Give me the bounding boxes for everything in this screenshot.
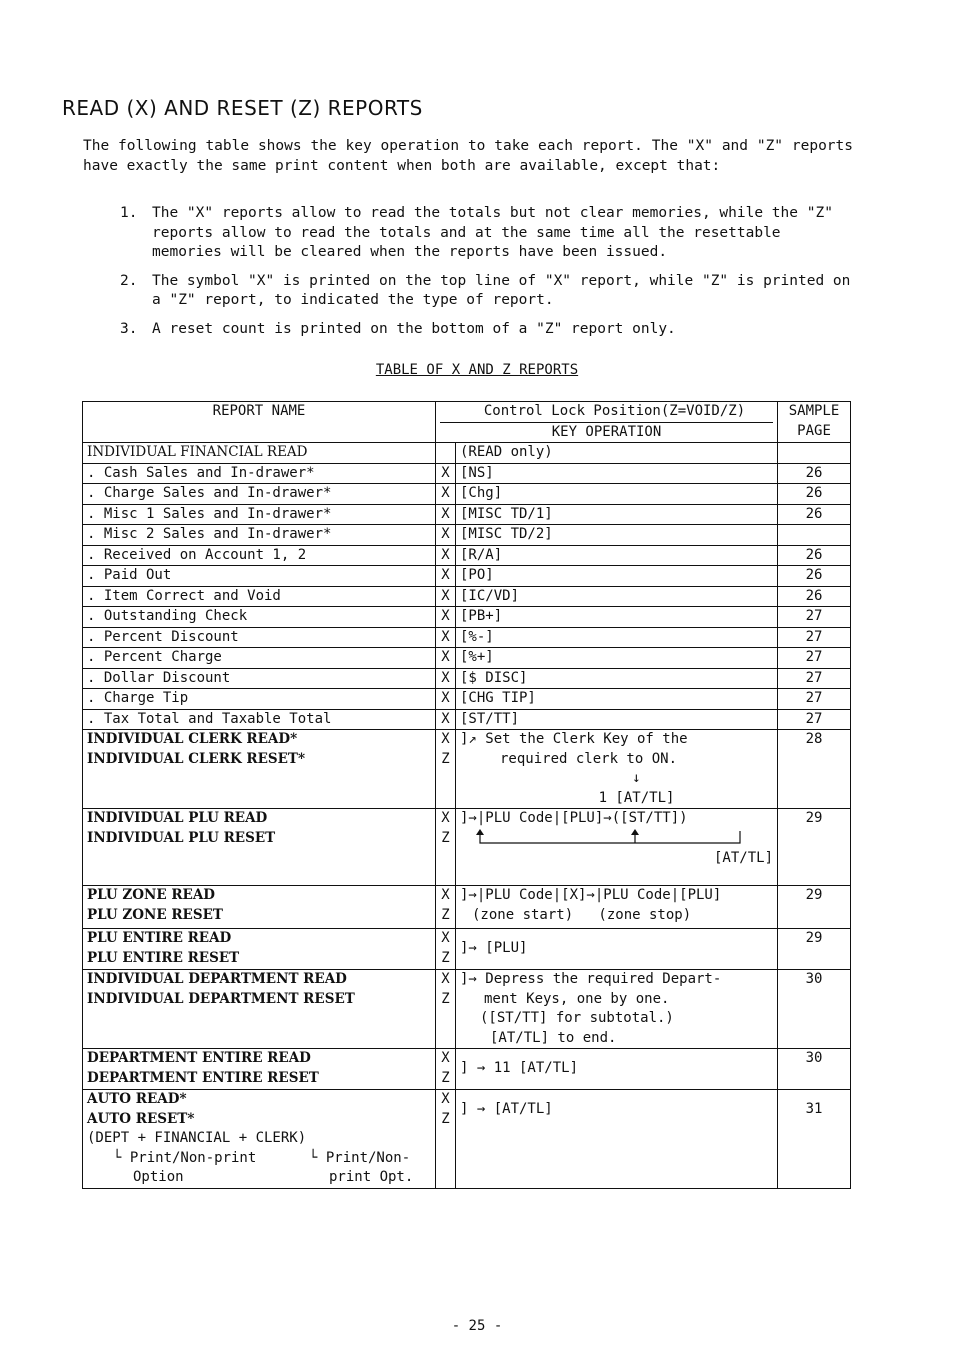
z-mark: Z bbox=[441, 990, 450, 1007]
row-x: X bbox=[436, 484, 456, 505]
key-line: ]↗ Set the Clerk Key of the bbox=[460, 731, 688, 747]
header-page: PAGE bbox=[797, 422, 831, 439]
row-page: 27 bbox=[778, 627, 851, 648]
row-x: X bbox=[436, 504, 456, 525]
key-line: ]→ Depress the required Depart- bbox=[460, 971, 722, 987]
row-x: X bbox=[436, 566, 456, 587]
key-line: ] → 11 [AT/TL] bbox=[460, 1060, 579, 1077]
page-value: 31 bbox=[805, 1101, 823, 1117]
x-mark: X bbox=[441, 1091, 450, 1107]
key-line: required clerk to ON. bbox=[500, 750, 678, 767]
x-mark: X bbox=[441, 1050, 450, 1066]
plu-entire-reset-label: PLU ENTIRE RESET bbox=[87, 949, 240, 966]
auto-reset-label: AUTO RESET* bbox=[87, 1110, 195, 1127]
option-1 bbox=[87, 1149, 309, 1188]
plu-zone-read-label: PLU ZONE READ bbox=[87, 887, 216, 903]
row-key: [PB+] bbox=[456, 607, 778, 628]
auto-read-label: AUTO READ* bbox=[87, 1091, 187, 1107]
dept-entire-read-label: DEPARTMENT ENTIRE READ bbox=[87, 1050, 311, 1066]
plu-entire-read-label: PLU ENTIRE READ bbox=[87, 930, 232, 946]
row-xz bbox=[436, 970, 456, 1049]
row-page: 27 bbox=[778, 607, 851, 628]
option-2 bbox=[309, 1149, 413, 1188]
key-line: ([ST/TT] for subtotal.) bbox=[480, 1010, 674, 1026]
key-line: (zone start) (zone stop) bbox=[472, 906, 692, 923]
row-page: 27 bbox=[778, 648, 851, 669]
list-number: 3. bbox=[120, 320, 138, 337]
table-title: TABLE OF X AND Z REPORTS bbox=[375, 362, 579, 378]
clerk-read-label: INDIVIDUAL CLERK READ* bbox=[87, 731, 298, 747]
row-name bbox=[83, 970, 436, 1049]
x-mark: X bbox=[441, 971, 450, 987]
table-row bbox=[83, 689, 851, 710]
row-page: 29 bbox=[778, 886, 851, 929]
z-mark: Z bbox=[441, 1069, 450, 1086]
intro-paragraph: The following table shows the key operation to take each report. The "X" and "Z" reports have exactly the same print content when both are available, except that: bbox=[83, 138, 853, 174]
row-key: [ST/TT] bbox=[456, 709, 778, 730]
table-row bbox=[83, 648, 851, 669]
dept-read-label: INDIVIDUAL DEPARTMENT READ bbox=[87, 971, 347, 987]
row-name: . Misc 1 Sales and In-drawer* bbox=[83, 504, 436, 525]
option-1-line-1: └ Print/Non-print bbox=[113, 1149, 257, 1166]
z-mark: Z bbox=[441, 750, 450, 767]
row-key: [MISC TD/2] bbox=[456, 525, 778, 546]
clerk-reset-label: INDIVIDUAL CLERK RESET* bbox=[87, 750, 306, 767]
key-line: [AT/TL] bbox=[714, 849, 774, 866]
row-page: 28 bbox=[778, 730, 851, 809]
header-sample-page bbox=[778, 402, 851, 443]
row-key: [$ DISC] bbox=[456, 668, 778, 689]
row-key: [%+] bbox=[456, 648, 778, 669]
auto-options bbox=[87, 1149, 431, 1188]
table-row bbox=[83, 627, 851, 648]
plu-read-label: INDIVIDUAL PLU READ bbox=[87, 810, 268, 826]
table-row-dept-entire bbox=[83, 1049, 851, 1090]
row-key bbox=[456, 1049, 778, 1090]
row-page bbox=[778, 525, 851, 546]
row-name: . Percent Charge bbox=[83, 648, 436, 669]
row-xz bbox=[436, 1049, 456, 1090]
row-page: 26 bbox=[778, 463, 851, 484]
row-page: 26 bbox=[778, 545, 851, 566]
row-xz bbox=[436, 886, 456, 929]
page-number: - 25 - bbox=[451, 1318, 503, 1334]
x-mark: X bbox=[441, 731, 450, 747]
row-page: 30 bbox=[778, 1049, 851, 1090]
row-x: X bbox=[436, 627, 456, 648]
list-text: The symbol "X" is printed on the top line of "X" report, while "Z" is printed on a "Z" report, to indicated the type of report. bbox=[152, 272, 851, 308]
row-name bbox=[83, 730, 436, 809]
header-key-op-label: KEY OPERATION bbox=[440, 422, 773, 443]
key-line: ] → [AT/TL] bbox=[460, 1101, 553, 1117]
table-row-clerk bbox=[83, 730, 851, 809]
table-row bbox=[83, 709, 851, 730]
row-x: X bbox=[436, 709, 456, 730]
row-name: . Tax Total and Taxable Total bbox=[83, 709, 436, 730]
row-page: 26 bbox=[778, 484, 851, 505]
row-name: . Paid Out bbox=[83, 566, 436, 587]
list-item bbox=[120, 272, 855, 311]
row-xz bbox=[436, 1090, 456, 1189]
reports-table bbox=[82, 401, 851, 1189]
table-row bbox=[83, 566, 851, 587]
row-key bbox=[456, 809, 778, 886]
row-name bbox=[83, 1049, 436, 1090]
row-x: X bbox=[436, 586, 456, 607]
row-x: X bbox=[436, 668, 456, 689]
table-row bbox=[83, 607, 851, 628]
z-mark: Z bbox=[441, 906, 450, 923]
auto-composition: (DEPT + FINANCIAL + CLERK) bbox=[87, 1130, 307, 1146]
row-key bbox=[456, 886, 778, 929]
row-name: . Received on Account 1, 2 bbox=[83, 545, 436, 566]
row-name bbox=[83, 886, 436, 929]
row-page: 26 bbox=[778, 504, 851, 525]
row-page bbox=[778, 1090, 851, 1189]
row-page: 27 bbox=[778, 668, 851, 689]
row-page: 29 bbox=[778, 809, 851, 886]
table-row bbox=[83, 504, 851, 525]
z-mark: Z bbox=[441, 829, 450, 846]
row-key: [MISC TD/1] bbox=[456, 504, 778, 525]
header-key-operation bbox=[436, 402, 778, 443]
row-key: [PO] bbox=[456, 566, 778, 587]
dept-entire-reset-label: DEPARTMENT ENTIRE RESET bbox=[87, 1069, 319, 1086]
row-key bbox=[456, 730, 778, 809]
row-x: X bbox=[436, 689, 456, 710]
row-name: . Dollar Discount bbox=[83, 668, 436, 689]
row-x: X bbox=[436, 648, 456, 669]
key-line: 1 [AT/TL] bbox=[598, 789, 675, 806]
option-2-line-2: print Opt. bbox=[329, 1169, 414, 1185]
exceptions-list bbox=[120, 204, 855, 348]
row-key: [CHG TIP] bbox=[456, 689, 778, 710]
x-mark: X bbox=[441, 887, 450, 903]
z-mark: Z bbox=[441, 1110, 450, 1127]
list-number: 2. bbox=[120, 272, 138, 289]
x-cell bbox=[436, 443, 456, 464]
plu-reset-label: INDIVIDUAL PLU RESET bbox=[87, 829, 276, 846]
table-row bbox=[83, 545, 851, 566]
row-key: [Chg] bbox=[456, 484, 778, 505]
row-x: X bbox=[436, 607, 456, 628]
row-key bbox=[456, 970, 778, 1049]
page-cell bbox=[778, 443, 851, 464]
table-row bbox=[83, 443, 851, 464]
row-name bbox=[83, 929, 436, 970]
key-line: ]→|PLU Code|[X]→|PLU Code|[PLU] bbox=[460, 887, 722, 903]
x-mark: X bbox=[441, 930, 450, 946]
row-name: . Charge Sales and In-drawer* bbox=[83, 484, 436, 505]
page-heading: READ (X) AND RESET (Z) REPORTS bbox=[62, 96, 423, 120]
row-name: . Item Correct and Void bbox=[83, 586, 436, 607]
row-x: X bbox=[436, 545, 456, 566]
table-row-plu-individual bbox=[83, 809, 851, 886]
list-item bbox=[120, 320, 855, 340]
row-name bbox=[83, 1090, 436, 1189]
row-name: . Cash Sales and In-drawer* bbox=[83, 463, 436, 484]
option-2-line-1: └ Print/Non- bbox=[309, 1149, 411, 1166]
row-key: [R/A] bbox=[456, 545, 778, 566]
key-line: ]→|PLU Code|[PLU]→([ST/TT]) bbox=[460, 810, 688, 826]
x-mark: X bbox=[441, 810, 450, 826]
section-title: INDIVIDUAL FINANCIAL READ bbox=[83, 443, 436, 464]
key-line: ]→ [PLU] bbox=[460, 940, 528, 957]
list-text: A reset count is printed on the bottom of a "Z" report only. bbox=[152, 320, 676, 337]
header-sample: SAMPLE bbox=[788, 403, 840, 419]
table-row-dept-individual bbox=[83, 970, 851, 1049]
loop-arrow-icon bbox=[460, 829, 773, 849]
dept-reset-label: INDIVIDUAL DEPARTMENT RESET bbox=[87, 990, 355, 1007]
row-key: [%-] bbox=[456, 627, 778, 648]
row-xz bbox=[436, 809, 456, 886]
row-x: X bbox=[436, 525, 456, 546]
z-mark: Z bbox=[441, 949, 450, 966]
header-report-name: REPORT NAME bbox=[83, 402, 436, 443]
row-page: 30 bbox=[778, 970, 851, 1049]
row-xz bbox=[436, 929, 456, 970]
table-row bbox=[83, 484, 851, 505]
plu-zone-reset-label: PLU ZONE RESET bbox=[87, 906, 223, 923]
row-key: [NS] bbox=[456, 463, 778, 484]
row-xz bbox=[436, 730, 456, 809]
table-row bbox=[83, 463, 851, 484]
row-name: . Charge Tip bbox=[83, 689, 436, 710]
key-note: (READ only) bbox=[456, 443, 778, 464]
row-name: . Misc 2 Sales and In-drawer* bbox=[83, 525, 436, 546]
row-name bbox=[83, 809, 436, 886]
row-page: 26 bbox=[778, 566, 851, 587]
header-control-lock: Control Lock Position(Z=VOID/Z) bbox=[483, 403, 746, 419]
row-name: . Percent Discount bbox=[83, 627, 436, 648]
row-page: 27 bbox=[778, 709, 851, 730]
row-x: X bbox=[436, 463, 456, 484]
row-key bbox=[456, 929, 778, 970]
table-row-plu-zone bbox=[83, 886, 851, 929]
down-arrow-icon: ↓ bbox=[632, 770, 641, 786]
row-name: . Outstanding Check bbox=[83, 607, 436, 628]
table-row-plu-entire bbox=[83, 929, 851, 970]
table-row bbox=[83, 525, 851, 546]
list-number: 1. bbox=[120, 205, 138, 221]
key-line: ment Keys, one by one. bbox=[484, 990, 670, 1007]
row-page: 27 bbox=[778, 689, 851, 710]
option-1-line-2: Option bbox=[133, 1169, 184, 1185]
row-page: 26 bbox=[778, 586, 851, 607]
table-header-row bbox=[83, 402, 851, 443]
row-key bbox=[456, 1090, 778, 1189]
row-page: 29 bbox=[778, 929, 851, 970]
table-row bbox=[83, 586, 851, 607]
list-text: The "X" reports allow to read the totals but not clear memories, while the "Z" reports allow to read the totals and at the same time all the resettable memories will be cleared when the reports have been issued. bbox=[152, 205, 833, 260]
key-line: [AT/TL] to end. bbox=[490, 1029, 617, 1046]
row-key: [IC/VD] bbox=[456, 586, 778, 607]
table-row-auto bbox=[83, 1090, 851, 1189]
list-item bbox=[120, 204, 855, 263]
table-row bbox=[83, 668, 851, 689]
